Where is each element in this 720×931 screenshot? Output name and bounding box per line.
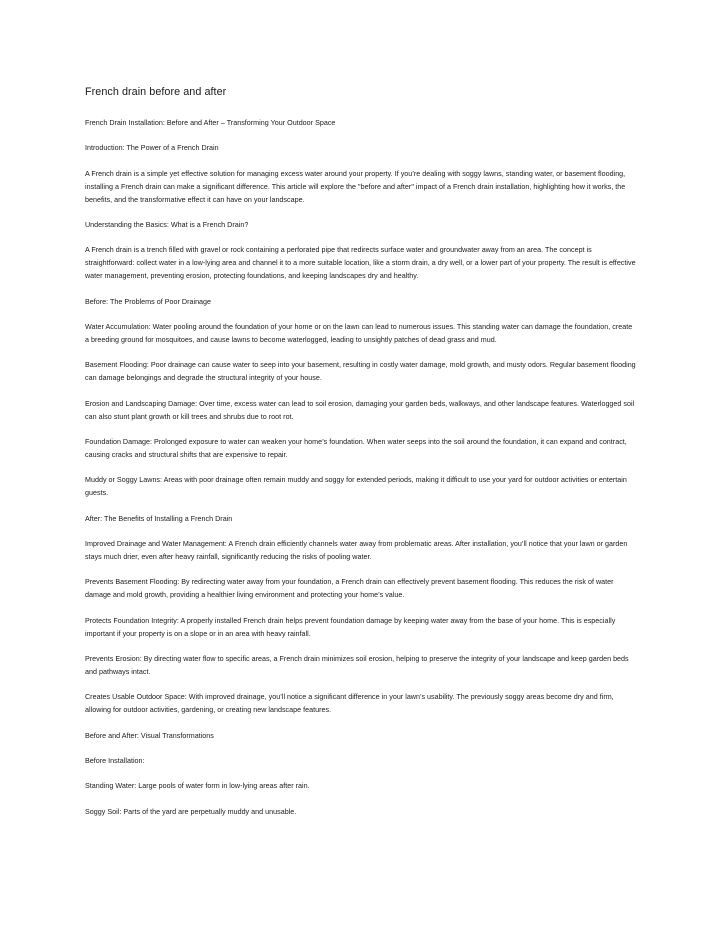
- section-heading-after: After: The Benefits of Installing a French Drain: [85, 514, 233, 523]
- body-paragraph: Protects Foundation Integrity: A properly installed French drain helps prevent foundation damage by keeping water away from the base of your home. This is especially important if your property is on a slope or in an area with heavy rainfall.: [85, 616, 616, 638]
- section-heading-before: Before: The Problems of Poor Drainage: [85, 297, 212, 306]
- body-paragraph: Standing Water: Large pools of water form in low-lying areas after rain.: [85, 782, 310, 791]
- body-paragraph: Soggy Soil: Parts of the yard are perpetually muddy and unusable.: [85, 807, 297, 816]
- section-heading-visual: Before and After: Visual Transformations: [85, 731, 214, 740]
- body-paragraph: Creates Usable Outdoor Space: With improved drainage, you’ll notice a significant difference in your lawn’s usability. The previously soggy areas become dry and firm, allowing for outdoor activities, gardening, or creating new landscape features.: [85, 693, 614, 715]
- body-paragraph: A French drain is a trench filled with gravel or rock containing a perforated pipe that redirects surface water and groundwater away from an area. The concept is straightforward: collect water in a low-lying area and channel it to a more suitable location, like a storm drain, a dry well, or a lower part of your property. The result is effective water management, preventing erosion, protecting foundations, and keeping landscapes dry and healthy.: [85, 246, 636, 281]
- body-paragraph: Foundation Damage: Prolonged exposure to water can weaken your home’s foundation. When water seeps into the soil around the foundation, it can expand and contract, causing cracks and structural shifts that are expensive to repair.: [85, 438, 627, 459]
- document-title: French drain before and after: [85, 86, 227, 98]
- body-paragraph: Water Accumulation: Water pooling around the foundation of your home or on the lawn can lead to numerous issues. This standing water can damage the foundation, create a breeding ground for mosquitoes, and cause lawns to become waterlogged, leading to unsightly patches of dead grass and mud.: [85, 323, 633, 344]
- section-heading-basics: Understanding the Basics: What is a French Drain?: [85, 221, 249, 230]
- section-heading-introduction: Introduction: The Power of a French Drain: [85, 144, 219, 153]
- body-paragraph: Basement Flooding: Poor drainage can cause water to seep into your basement, resulting in costly water damage, mold growth, and musty odors. Regular basement flooding can damage belongings and degrade the structural integrity of your house.: [85, 361, 636, 383]
- body-paragraph: Improved Drainage and Water Management: A French drain efficiently channels water away from problematic areas. After installation, you’ll notice that your lawn or garden stays much drier, even after heavy rainfall, significantly reducing the risks of pooling water.: [85, 540, 628, 561]
- body-paragraph: Prevents Basement Flooding: By redirecting water away from your foundation, a French drain can effectively prevent basement flooding. This reduces the risk of water damage and mold growth, providing a healthier living environment and protecting your home’s value.: [85, 578, 614, 600]
- body-paragraph: Erosion and Landscaping Damage: Over time, excess water can lead to soil erosion, damaging your garden beds, walkways, and other landscape features. Waterlogged soil can also stunt plant growth or kill trees and shrubs due to root rot.: [85, 399, 635, 421]
- body-paragraph: Prevents Erosion: By directing water flow to specific areas, a French drain minimizes soil erosion, helping to preserve the integrity of your landscape and keep garden beds and pathways intact.: [85, 654, 629, 676]
- subtitle-paragraph: French Drain Installation: Before and After – Transforming Your Outdoor Space: [85, 119, 336, 127]
- body-paragraph: A French drain is a simple yet effective solution for managing excess water around your property. If you’re dealing with soggy lawns, standing water, or basement flooding, installing a French drain can make a significant difference. This article will explore the "before and after" impact of a French drain installation, highlighting how it works, the benefits, and the transformative effect it can have on your landscape.: [85, 169, 626, 204]
- body-paragraph: Muddy or Soggy Lawns: Areas with poor drainage often remain muddy and soggy for extended periods, making it difficult to use your yard for outdoor activities or entertain guests.: [85, 476, 627, 498]
- document-body: [85, 84, 637, 831]
- subheading-before-installation: Before Installation:: [85, 757, 145, 765]
